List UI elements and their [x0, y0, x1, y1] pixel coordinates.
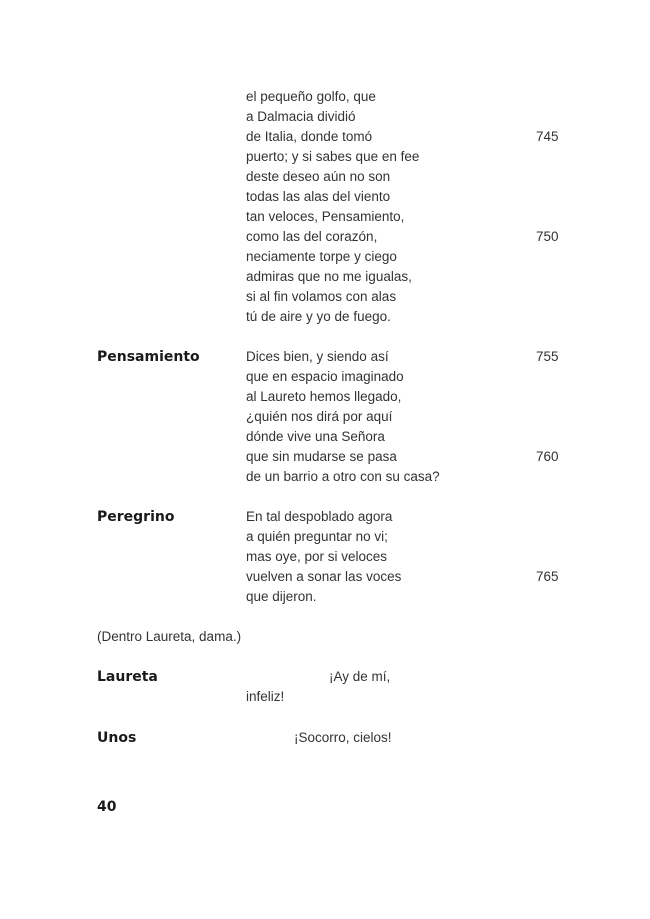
verse-line: como las del corazón,	[246, 229, 378, 244]
verse-line: infeliz!	[246, 689, 285, 704]
page-number: 40	[97, 799, 117, 815]
verse-line: En tal despoblado agora	[246, 509, 393, 524]
speaker-name: Unos	[97, 730, 137, 746]
verse-line: neciamente torpe y ciego	[246, 249, 397, 264]
line-number: 750	[536, 229, 559, 244]
verse-line: el pequeño golfo, que	[246, 89, 376, 104]
verse-line: que dijeron.	[246, 589, 317, 604]
line-number: 745	[536, 129, 559, 144]
speaker-name: Pensamiento	[97, 349, 200, 365]
line-number: 755	[536, 349, 559, 364]
line-number: 760	[536, 449, 559, 464]
verse-line: dónde vive una Señora	[246, 429, 385, 444]
stage-direction: (Dentro Laureta, dama.)	[97, 629, 242, 644]
speaker-name: Peregrino	[97, 509, 175, 525]
verse-line: de Italia, donde tomó	[246, 129, 373, 144]
verse-line: ¡Ay de mí,	[329, 669, 391, 684]
verse-line: de un barrio a otro con su casa?	[246, 469, 440, 484]
verse-line: admiras que no me igualas,	[246, 269, 412, 284]
verse-line: si al fin volamos con alas	[246, 289, 397, 304]
verse-line: tan veloces, Pensamiento,	[246, 209, 405, 224]
verse-line: al Laureto hemos llegado,	[246, 389, 402, 404]
verse-line: Dices bien, y siendo así	[246, 349, 389, 364]
line-number: 765	[536, 569, 559, 584]
verse-line: que sin mudarse se pasa	[246, 449, 397, 464]
verse-line: mas oye, por si veloces	[246, 549, 388, 564]
verse-line: puerto; y si sabes que en fee	[246, 149, 420, 164]
verse-line: vuelven a sonar las voces	[246, 569, 402, 584]
verse-line: que en espacio imaginado	[246, 369, 404, 384]
verse-line: ¡Socorro, cielos!	[294, 730, 392, 745]
verse-line: deste deseo aún no son	[246, 169, 391, 184]
verse-line: ¿quién nos dirá por aquí	[246, 409, 393, 424]
verse-line: tú de aire y yo de fuego.	[246, 309, 391, 324]
speaker-name: Laureta	[97, 669, 158, 685]
verse-line: a Dalmacia dividió	[246, 109, 356, 124]
verse-line: a quién preguntar no vi;	[246, 529, 388, 544]
verse-line: todas las alas del viento	[246, 189, 391, 204]
